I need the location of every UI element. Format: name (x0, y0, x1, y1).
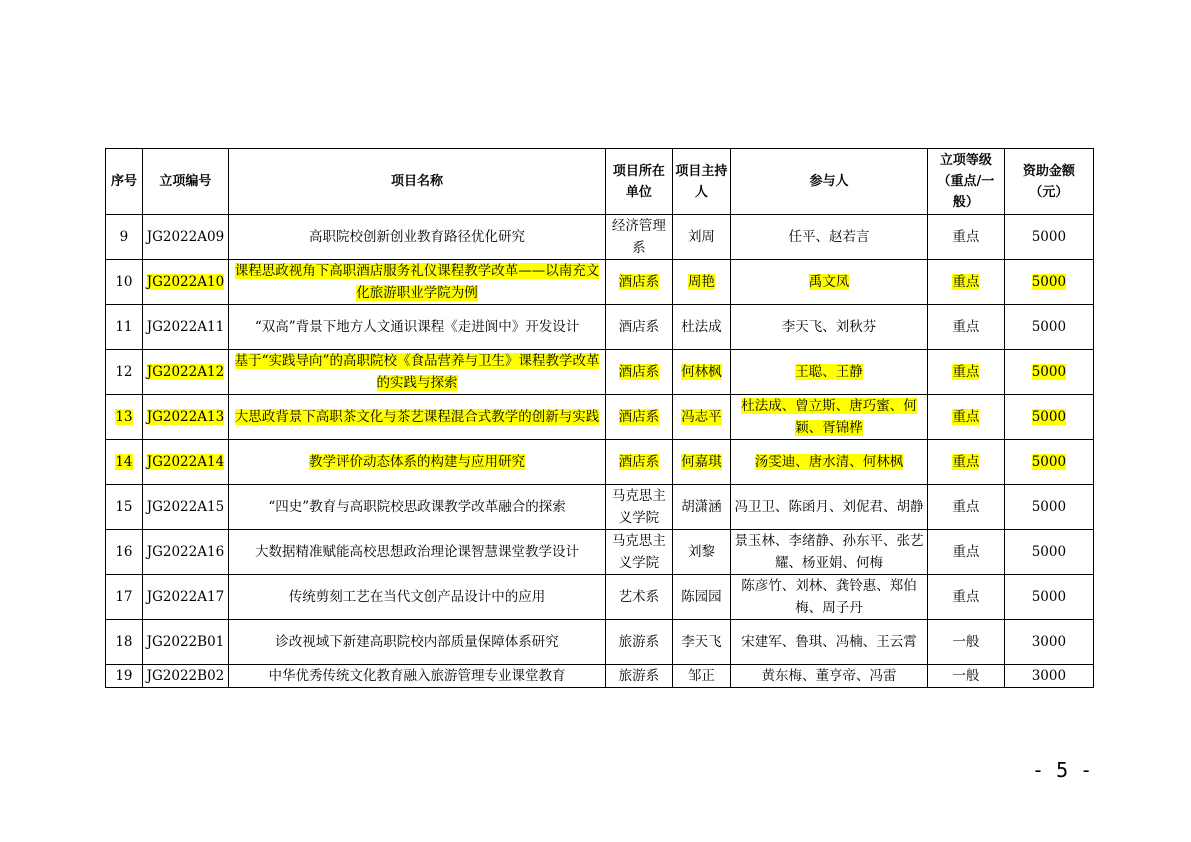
cell-members-text: 黄东梅、董亨帝、冯雷 (761, 668, 897, 684)
cell-host-text: 杜法成 (681, 319, 722, 335)
cell-code-text: JG2022B01 (146, 634, 225, 650)
table-row (106, 485, 1094, 530)
cell-host (672, 485, 730, 530)
cell-unit-text: 酒店系 (618, 319, 660, 335)
cell-host (672, 350, 730, 395)
cell-code-text: JG2022A14 (146, 454, 225, 470)
cell-level-text: 一般 (952, 634, 980, 650)
header-level: 立项等级（重点/一般） (927, 149, 1004, 215)
cell-title-text: 基于“实践导向”的高职院校《食品营养与卫生》课程教学改革的实践与探索 (234, 353, 600, 391)
cell-code-text: JG2022A12 (146, 364, 225, 380)
cell-amount-text: 3000 (1031, 668, 1067, 684)
cell-title (228, 350, 605, 395)
cell-unit (606, 575, 673, 620)
cell-members-text: 景玉林、李绪静、孙东平、张艺耀、杨亚娟、何梅 (734, 533, 924, 571)
cell-code-text: JG2022B02 (146, 668, 225, 684)
table-row (106, 215, 1094, 260)
cell-no-text: 15 (115, 499, 133, 515)
page-number: - 5 - (1032, 758, 1093, 782)
cell-title-text: 课程思政视角下高职酒店服务礼仪课程教学改革——以南充文化旅游职业学院为例 (234, 263, 600, 301)
cell-host-text: 何林枫 (681, 364, 722, 380)
header-host: 项目主持人 (672, 149, 730, 215)
cell-host-text: 陈园园 (681, 589, 722, 605)
cell-title-text: 高职院校创新创业教育路径优化研究 (309, 229, 526, 245)
cell-no-text: 17 (115, 589, 133, 605)
cell-code (142, 215, 228, 260)
cell-no (106, 305, 143, 350)
cell-code (142, 440, 228, 485)
cell-code (142, 665, 228, 688)
cell-members-text: 禹文凤 (808, 274, 850, 290)
cell-code-text: JG2022A11 (146, 319, 225, 335)
cell-no (106, 665, 143, 688)
cell-level (927, 530, 1004, 575)
cell-unit-text: 经济管理系 (611, 218, 666, 256)
cell-unit-text: 旅游系 (618, 668, 660, 684)
cell-unit (606, 665, 673, 688)
header-members: 参与人 (731, 149, 928, 215)
cell-amount-text: 5000 (1031, 229, 1067, 245)
cell-code (142, 485, 228, 530)
cell-level-text: 重点 (952, 544, 980, 560)
cell-no (106, 395, 143, 440)
header-no: 序号 (106, 149, 143, 215)
cell-unit (606, 485, 673, 530)
cell-level (927, 395, 1004, 440)
table-row (106, 305, 1094, 350)
cell-host-text: 刘周 (687, 229, 715, 245)
cell-level (927, 350, 1004, 395)
cell-no (106, 440, 143, 485)
table-row (106, 395, 1094, 440)
project-table (105, 148, 1094, 688)
cell-members (731, 530, 928, 575)
cell-level (927, 260, 1004, 305)
cell-amount-text: 5000 (1031, 409, 1067, 425)
cell-no-text: 11 (115, 319, 133, 335)
cell-no (106, 260, 143, 305)
cell-no (106, 575, 143, 620)
cell-code (142, 575, 228, 620)
cell-host (672, 620, 730, 665)
cell-amount-text: 5000 (1031, 589, 1067, 605)
cell-level-text: 重点 (952, 589, 980, 605)
cell-members-text: 李天飞、刘秋芬 (781, 319, 877, 335)
cell-code-text: JG2022A15 (146, 499, 225, 515)
cell-host (672, 395, 730, 440)
cell-unit (606, 260, 673, 305)
cell-no (106, 485, 143, 530)
cell-title-text: 大数据精准赋能高校思想政治理论课智慧课堂教学设计 (255, 544, 580, 560)
cell-host (672, 665, 730, 688)
cell-unit (606, 440, 673, 485)
cell-unit-text: 旅游系 (618, 634, 660, 650)
cell-level-text: 重点 (952, 454, 980, 470)
cell-no (106, 350, 143, 395)
table-row (106, 440, 1094, 485)
cell-no (106, 530, 143, 575)
cell-code (142, 305, 228, 350)
table-row (106, 530, 1094, 575)
cell-members (731, 575, 928, 620)
cell-unit (606, 530, 673, 575)
cell-code-text: JG2022A09 (146, 229, 225, 245)
cell-title (228, 395, 605, 440)
cell-host-text: 何嘉琪 (681, 454, 722, 470)
cell-level-text: 一般 (952, 668, 980, 684)
table-row (106, 575, 1094, 620)
cell-code-text: JG2022A16 (146, 544, 225, 560)
cell-amount (1004, 575, 1093, 620)
cell-no-text: 12 (115, 364, 133, 380)
cell-title-text: 诊改视域下新建高职院校内部质量保障体系研究 (275, 634, 559, 650)
cell-host-text: 胡潇涵 (681, 499, 722, 515)
cell-code (142, 530, 228, 575)
header-amount: 资助金额（元） (1004, 149, 1093, 215)
cell-no-text: 14 (115, 454, 133, 470)
cell-no-text: 13 (115, 409, 133, 425)
cell-amount (1004, 260, 1093, 305)
cell-members (731, 395, 928, 440)
cell-no-text: 9 (119, 229, 129, 245)
cell-amount-text: 3000 (1031, 634, 1067, 650)
cell-members-text: 宋建军、鲁琪、冯楠、王云霄 (741, 634, 917, 650)
cell-members-text: 杜法成、曾立斯、唐巧蜜、何颖、胥锦桦 (741, 398, 917, 436)
cell-unit (606, 215, 673, 260)
cell-level (927, 440, 1004, 485)
cell-host (672, 215, 730, 260)
table-row (106, 260, 1094, 305)
cell-host (672, 305, 730, 350)
cell-level (927, 485, 1004, 530)
cell-members (731, 260, 928, 305)
cell-code-text: JG2022A13 (146, 409, 225, 425)
cell-unit (606, 350, 673, 395)
cell-members-text: 王聪、王静 (795, 364, 863, 380)
cell-members (731, 485, 928, 530)
cell-title (228, 665, 605, 688)
cell-amount-text: 5000 (1031, 499, 1067, 515)
cell-host (672, 440, 730, 485)
cell-unit (606, 620, 673, 665)
cell-level-text: 重点 (952, 319, 980, 335)
cell-members-text: 汤雯迪、唐水清、何林枫 (754, 454, 904, 470)
cell-code-text: JG2022A10 (146, 274, 225, 290)
cell-title (228, 620, 605, 665)
cell-amount (1004, 530, 1093, 575)
cell-title-text: 教学评价动态体系的构建与应用研究 (309, 454, 526, 470)
cell-host-text: 刘黎 (687, 544, 715, 560)
cell-amount (1004, 665, 1093, 688)
cell-title-text: 传统剪刻工艺在当代文创产品设计中的应用 (288, 589, 546, 605)
cell-title (228, 575, 605, 620)
cell-unit-text: 酒店系 (618, 364, 660, 380)
cell-level (927, 305, 1004, 350)
cell-code (142, 350, 228, 395)
cell-level (927, 665, 1004, 688)
header-code: 立项编号 (142, 149, 228, 215)
cell-amount (1004, 620, 1093, 665)
cell-no-text: 19 (115, 668, 133, 684)
cell-title-text: 中华优秀传统文化教育融入旅游管理专业课堂教育 (268, 668, 566, 684)
cell-amount (1004, 350, 1093, 395)
cell-amount-text: 5000 (1031, 319, 1067, 335)
cell-title (228, 485, 605, 530)
cell-no-text: 10 (115, 274, 133, 290)
cell-amount (1004, 440, 1093, 485)
cell-host-text: 冯志平 (681, 409, 722, 425)
cell-amount-text: 5000 (1031, 544, 1067, 560)
cell-title (228, 530, 605, 575)
cell-unit-text: 马克思主义学院 (611, 533, 666, 571)
cell-code-text: JG2022A17 (146, 589, 225, 605)
cell-amount (1004, 395, 1093, 440)
cell-level-text: 重点 (952, 499, 980, 515)
cell-members-text: 冯卫卫、陈函月、刘伲君、胡静 (734, 499, 924, 515)
cell-level-text: 重点 (952, 274, 980, 290)
cell-host (672, 575, 730, 620)
cell-title (228, 305, 605, 350)
cell-title (228, 440, 605, 485)
cell-unit-text: 酒店系 (618, 409, 660, 425)
cell-members (731, 350, 928, 395)
cell-host-text: 邹正 (687, 668, 715, 684)
cell-unit-text: 艺术系 (618, 589, 660, 605)
cell-host-text: 李天飞 (681, 634, 722, 650)
table-body (106, 215, 1094, 688)
table-row (106, 350, 1094, 395)
cell-title-text: “双高”背景下地方人文通识课程《走进阆中》开发设计 (254, 319, 580, 335)
cell-code (142, 620, 228, 665)
cell-title (228, 215, 605, 260)
cell-code (142, 260, 228, 305)
cell-amount (1004, 215, 1093, 260)
cell-unit (606, 395, 673, 440)
cell-unit-text: 马克思主义学院 (611, 488, 666, 526)
cell-level-text: 重点 (952, 229, 980, 245)
cell-members-text: 任平、赵若言 (788, 229, 870, 245)
header-unit: 项目所在单位 (606, 149, 673, 215)
cell-no (106, 620, 143, 665)
cell-host (672, 530, 730, 575)
cell-amount-text: 5000 (1031, 454, 1067, 470)
cell-level (927, 215, 1004, 260)
cell-level-text: 重点 (952, 409, 980, 425)
cell-host (672, 260, 730, 305)
cell-unit-text: 酒店系 (618, 454, 660, 470)
cell-amount-text: 5000 (1031, 274, 1067, 290)
cell-no-text: 18 (115, 634, 133, 650)
cell-level (927, 620, 1004, 665)
cell-members (731, 305, 928, 350)
cell-members (731, 665, 928, 688)
cell-title-text: “四史”教育与高职院校思政课教学改革融合的探索 (268, 499, 566, 515)
cell-amount-text: 5000 (1031, 364, 1067, 380)
cell-title-text: 大思政背景下高职茶文化与茶艺课程混合式教学的创新与实践 (234, 409, 600, 425)
cell-title (228, 260, 605, 305)
cell-no (106, 215, 143, 260)
cell-members-text: 陈彦竹、刘林、龚铃惠、郑伯梅、周子丹 (741, 578, 917, 616)
table-header-row (106, 149, 1094, 215)
cell-level (927, 575, 1004, 620)
cell-level-text: 重点 (952, 364, 980, 380)
cell-members (731, 620, 928, 665)
cell-unit (606, 305, 673, 350)
cell-members (731, 440, 928, 485)
cell-no-text: 16 (115, 544, 133, 560)
cell-unit-text: 酒店系 (618, 274, 660, 290)
cell-host-text: 周艳 (687, 274, 715, 290)
table-row (106, 620, 1094, 665)
header-title: 项目名称 (228, 149, 605, 215)
cell-members (731, 215, 928, 260)
table-row (106, 665, 1094, 688)
cell-amount (1004, 485, 1093, 530)
cell-amount (1004, 305, 1093, 350)
cell-code (142, 395, 228, 440)
